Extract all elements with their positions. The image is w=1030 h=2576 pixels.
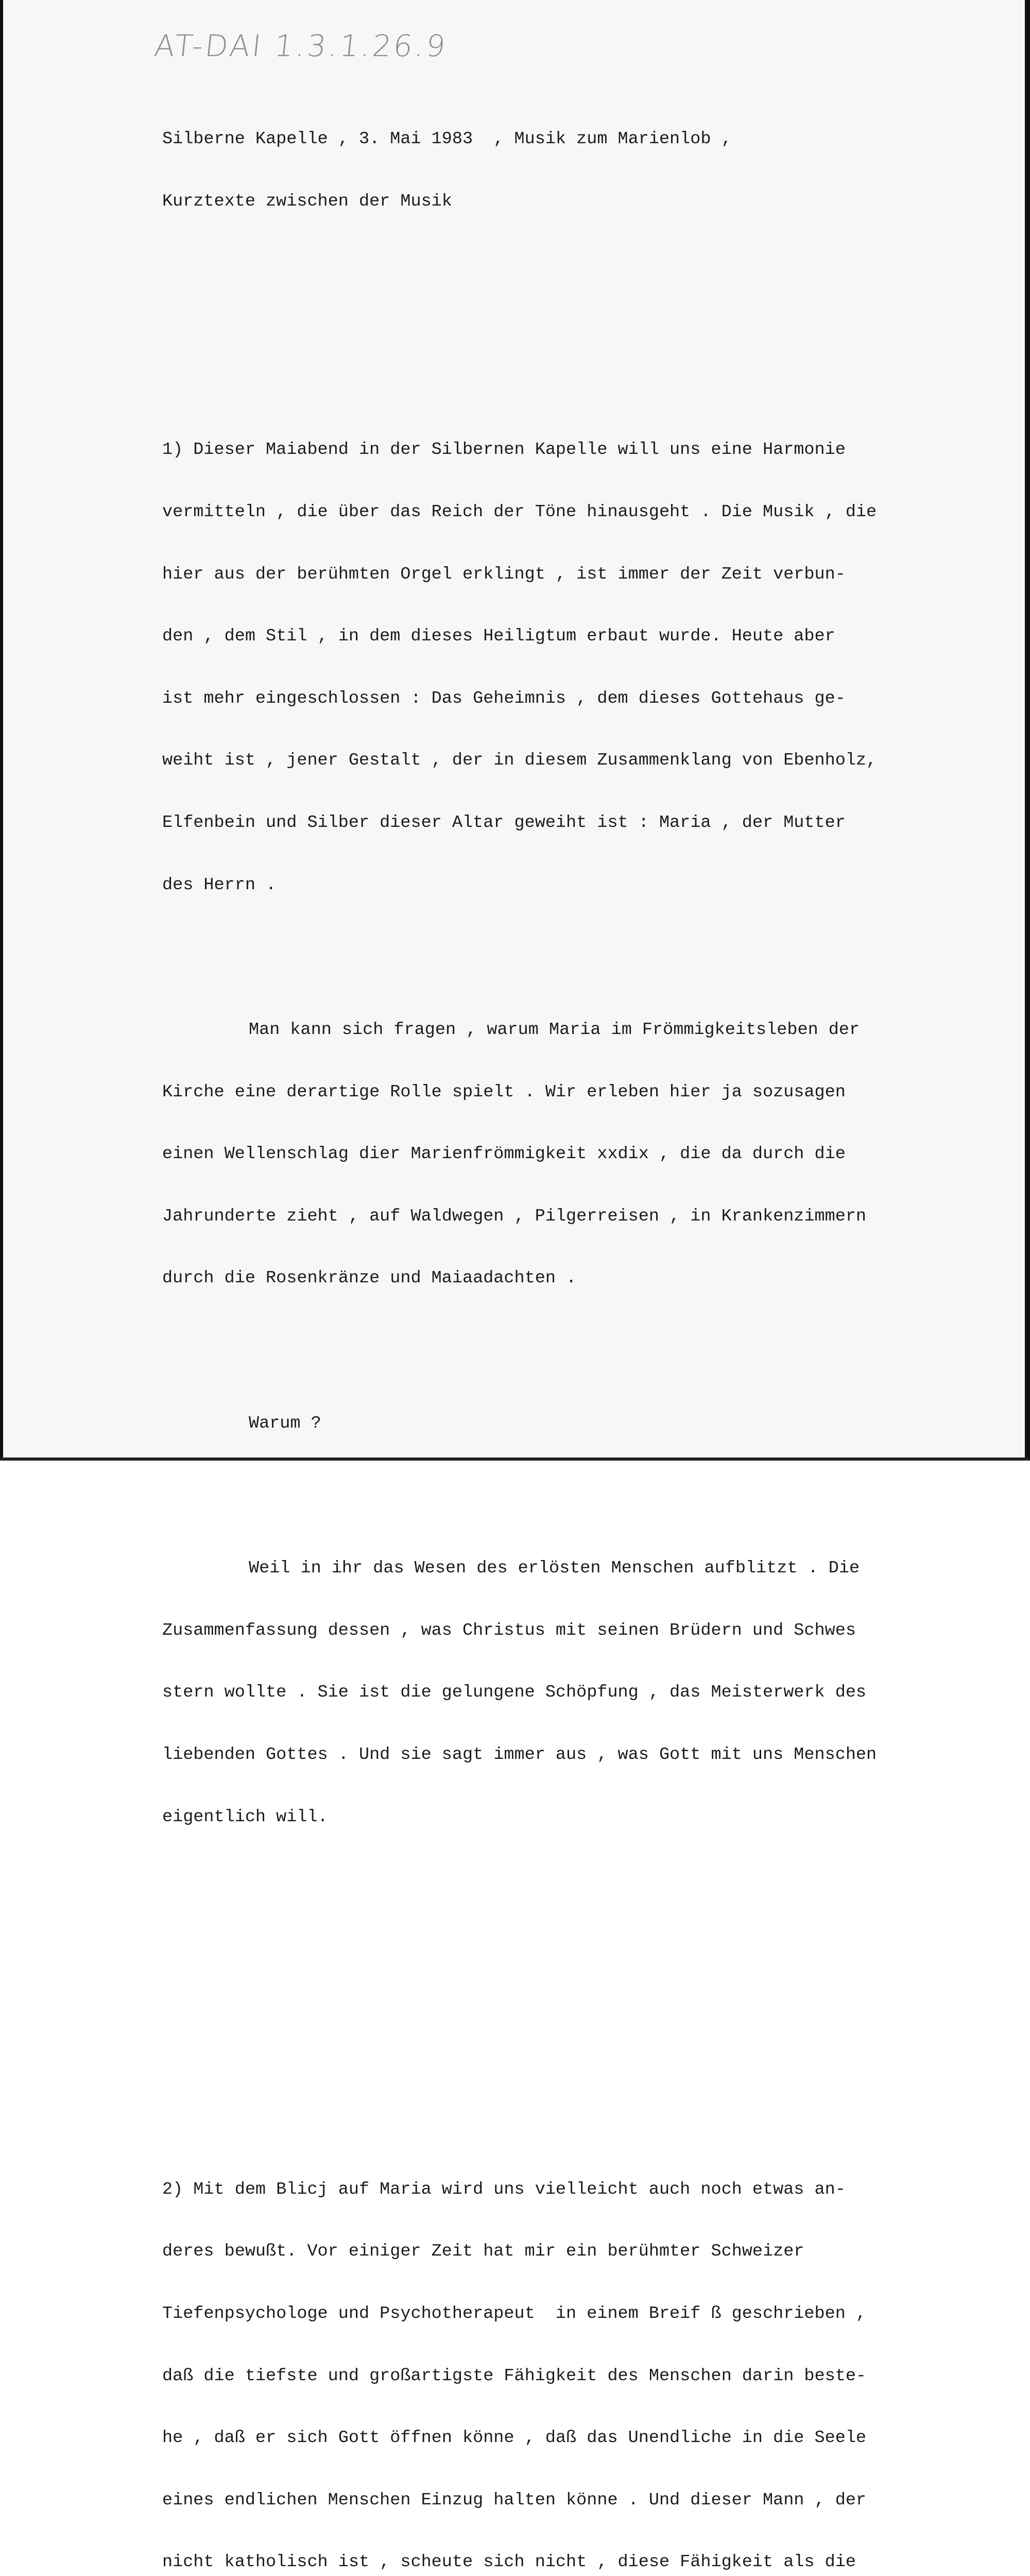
text-line: weiht ist , jener Gestalt , der in diesem Zusammenklang von Ebenholz,	[162, 751, 877, 771]
paragraph	[162, 978, 1025, 1330]
text-line: ist mehr eingeschlossen : Das Geheimnis , dem dieses Gottehaus ge-	[162, 688, 846, 708]
text-line: Man kann sich fragen , warum Maria im Frömmigkeitsleben der	[249, 1020, 860, 1040]
heading-line-1: Silberne Kapelle , 3. Mai 1983 , Musik zum Marienlob ,	[162, 129, 732, 149]
text-line: Zusammenfassung dessen , was Christus mit seinen Brüdern und Schwes	[162, 1620, 856, 1640]
paragraph	[162, 1371, 1025, 1475]
scan-edge-right	[1025, 0, 1030, 1461]
text-line: Weil in ihr das Wesen des erlösten Menschen aufblitzt . Die	[249, 1558, 860, 1579]
text-line: den , dem Stil , in dem dieses Heiligtum erbaut wurde. Heute aber	[162, 626, 835, 647]
text-line: hier aus der berühmten Orgel erklingt , ist immer der Zeit verbun-	[162, 564, 846, 584]
text-line: einen Wellenschlag dier Marienfrömmigkeit xxdix , die da durch die	[162, 1144, 846, 1164]
text-line: Kirche eine derartige Rolle spielt . Wir erleben hier ja sozusagen	[162, 1082, 846, 1102]
text-line: Jahrunderte zieht , auf Waldwegen , Pilgerreisen , in Krankenzimmern	[162, 1206, 867, 1226]
text-line: 2) Mit dem Blicj auf Maria wird uns vielleicht auch noch etwas an-	[162, 2179, 846, 2199]
text-line: daß die tiefste und großartigste Fähigkeit des Menschen darin beste-	[162, 2366, 867, 2386]
text-line: he , daß er sich Gott öffnen könne , daß das Unendliche in die Seele	[162, 2428, 867, 2448]
text-line: liebenden Gottes . Und sie sagt immer aus , was Gott mit uns Menschen	[162, 1744, 877, 1765]
text-line: Warum ?	[249, 1413, 321, 1433]
text-line: deres bewußt. Vor einiger Zeit hat mir ein berühmter Schweizer	[162, 2242, 804, 2262]
paragraph	[162, 1517, 1025, 1869]
text-line: stern wollte . Sie ist die gelungene Schöpfung , das Meisterwerk des	[162, 1683, 867, 1703]
text-line: vermitteln , die über das Reich der Töne hinausgeht . Die Musik , die	[162, 502, 877, 522]
text-line: durch die Rosenkränze und Maiaadachten .	[162, 1268, 577, 1289]
archive-signature-note: AT-DAI 1.3.1.26.9	[152, 28, 449, 63]
text-line: des Herrn .	[162, 875, 277, 895]
text-line: 1) Dieser Maiabend in der Silbernen Kapelle will uns eine Harmonie	[162, 440, 846, 460]
paragraph	[162, 398, 1025, 937]
text-line: eines endlichen Menschen Einzug halten könne . Und dieser Mann , der	[162, 2490, 867, 2510]
scan-edge-left	[0, 0, 3, 1461]
text-line: Tiefenpsychologe und Psychotherapeut in einem Breif ß geschrieben ,	[162, 2303, 867, 2324]
text-line: Elfenbein und Silber dieser Altar geweiht ist : Maria , der Mutter	[162, 812, 846, 833]
paragraph	[162, 2138, 1025, 2576]
section-2	[162, 2096, 1025, 2576]
typewritten-text	[162, 88, 1025, 2576]
heading-line-2: Kurztexte zwischen der Musik	[162, 192, 452, 211]
text-line: nicht katholisch ist , scheute sich nicht , diese Fähigkeit als die	[162, 2552, 856, 2572]
section-1	[162, 357, 1025, 1910]
text-line: eigentlich will.	[162, 1807, 328, 1827]
